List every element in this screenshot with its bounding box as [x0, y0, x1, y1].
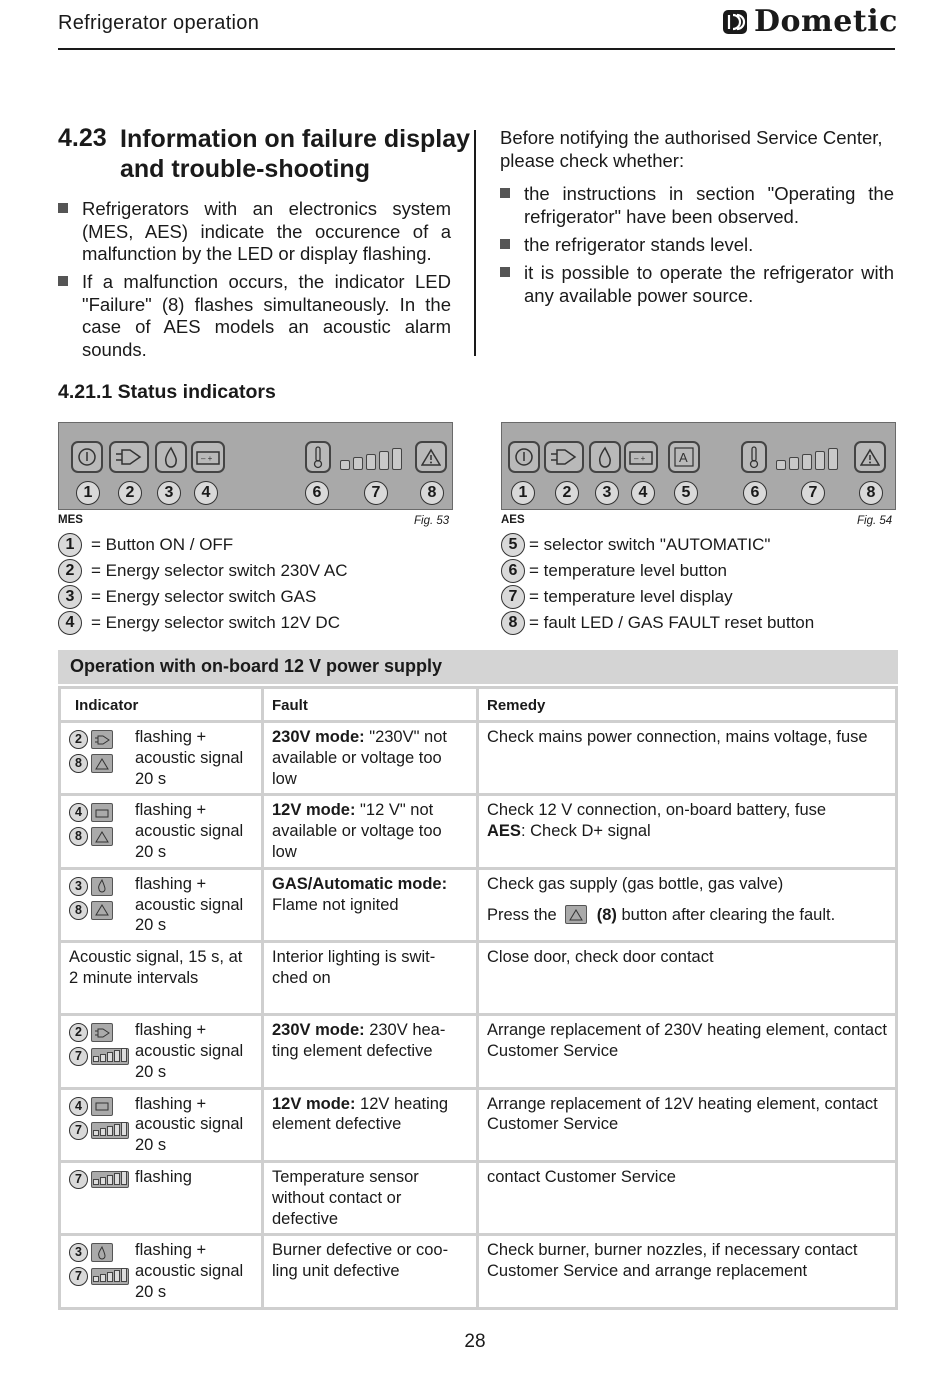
- figure-number-54: Fig. 54: [857, 515, 893, 527]
- indicator-cell: 7 flashing: [61, 1163, 261, 1233]
- temperature-level-display-icon: [91, 1122, 129, 1139]
- temperature-level-display: [776, 448, 838, 470]
- plug-230v-icon: [109, 441, 149, 473]
- brand-logo: [722, 4, 898, 39]
- indicator-cell: 4 7 flashing + acoustic signal 20 s: [61, 1090, 261, 1160]
- table-row: [61, 943, 895, 1013]
- bullet-square-icon: [500, 188, 510, 198]
- fault-cell: Interior lighting is swit-ched on: [264, 943, 476, 1013]
- legend-item: 4 = Energy selector switch 12V DC: [58, 611, 340, 635]
- column-header: Remedy: [479, 689, 895, 720]
- panel-number: 1: [76, 481, 100, 505]
- bullet-square-icon: [500, 267, 510, 277]
- brand-name: Dometic: [754, 4, 898, 39]
- fault-warning-icon: [91, 901, 113, 920]
- svg-text:A: A: [679, 450, 688, 465]
- panel-number: 2: [555, 481, 579, 505]
- column-divider: [474, 130, 476, 356]
- panel-number: 8: [420, 481, 444, 505]
- panel-number: 6: [743, 481, 767, 505]
- indicator-cell: 4 8 flashing + acoustic signal 20 s: [61, 796, 261, 866]
- gas-flame-icon: [91, 1243, 113, 1262]
- legend-item: 8 = fault LED / GAS FAULT reset button: [501, 611, 814, 635]
- fault-cell: Burner defective or coo-ling unit defective: [264, 1236, 476, 1306]
- bullet-item: the instructions in section "Operating the refrigerator" have been observed.: [500, 183, 894, 228]
- remedy-cell: Arrange replacement of 230V heating element, contact Customer Service: [479, 1016, 895, 1086]
- subsection-title: 4.21.1 Status indicators: [58, 381, 276, 403]
- section-number: 4.23: [58, 124, 107, 152]
- battery-12v-icon: [191, 441, 225, 473]
- intro-right: Before notifying the authorised Service Center, please check whether:: [500, 127, 883, 171]
- battery-12v-icon: [91, 1097, 113, 1116]
- indicator-cell: 3 8 flashing + acoustic signal 20 s: [61, 870, 261, 940]
- svg-text:– +: – +: [201, 454, 213, 463]
- gas-flame-icon: [91, 877, 113, 896]
- fault-cell: 12V mode: "12 V" not available or voltage too low: [264, 796, 476, 866]
- indicator-cell: Acoustic signal, 15 s, at 2 minute intervals: [61, 943, 261, 1013]
- plug-230v-icon: [91, 1023, 113, 1042]
- figure-label-aes: AES: [501, 514, 525, 526]
- remedy-cell: Arrange replacement of 12V heating element, contact Customer Service: [479, 1090, 895, 1160]
- header-rule: [58, 48, 895, 50]
- panel-number: 2: [118, 481, 142, 505]
- indicator-cell: 3 7 flashing + acoustic signal 20 s: [61, 1236, 261, 1306]
- fault-cell: GAS/Automatic mode: Flame not ignited: [264, 870, 476, 940]
- legend-item: 5 = selector switch "AUTOMATIC": [501, 533, 770, 557]
- temperature-level-display-icon: [91, 1171, 129, 1188]
- thermometer-icon: [305, 441, 331, 473]
- running-header-title: Refrigerator operation: [58, 12, 260, 34]
- fault-cell: 12V mode: 12V heating element defective: [264, 1090, 476, 1160]
- panel-number: 4: [194, 481, 218, 505]
- table-row: [61, 870, 895, 940]
- fault-warning-icon: [415, 441, 447, 473]
- temperature-level-display-icon: [91, 1048, 129, 1065]
- panel-number: 3: [157, 481, 181, 505]
- panel-number: 6: [305, 481, 329, 505]
- section-title: Information on failure display and trouble-shooting: [120, 125, 471, 183]
- panel-number: 3: [595, 481, 619, 505]
- bullet-square-icon: [58, 276, 68, 286]
- bullet-item: [58, 271, 451, 361]
- remedy-cell: Close door, check door contact: [479, 943, 895, 1013]
- panel-number: 8: [859, 481, 883, 505]
- fault-warning-icon: [91, 754, 113, 773]
- fault-warning-icon: [854, 441, 886, 473]
- column-header: Indicator: [61, 689, 261, 720]
- indicator-cell: 2 7 flashing + acoustic signal 20 s: [61, 1016, 261, 1086]
- bullet-square-icon: [58, 203, 68, 213]
- fault-warning-icon: [91, 827, 113, 846]
- panel-number: 5: [674, 481, 698, 505]
- fault-warning-icon: [565, 905, 587, 924]
- bullet-item: it is possible to operate the refrigerator with any available power source.: [500, 262, 894, 307]
- power-button-icon: [508, 441, 540, 473]
- remedy-cell: Check mains power connection, mains voltage, fuse: [479, 723, 895, 793]
- panel-number: 4: [631, 481, 655, 505]
- legend-item: 2 = Energy selector switch 230V AC: [58, 559, 348, 583]
- table-row: [61, 1163, 895, 1233]
- gas-flame-icon: [155, 441, 187, 473]
- remedy-cell: contact Customer Service: [479, 1163, 895, 1233]
- dometic-logo-icon: [722, 9, 748, 35]
- indicator-cell: 2 8 flashing + acoustic signal 20 s: [61, 723, 261, 793]
- remedy-cell: Check gas supply (gas bottle, gas valve) Press the (8) button after clearing the fault.: [479, 870, 895, 940]
- panel-number: 1: [511, 481, 535, 505]
- svg-text:– +: – +: [634, 454, 646, 463]
- legend-item: 3 = Energy selector switch GAS: [58, 585, 316, 609]
- mes-control-panel: [58, 422, 453, 510]
- table-row: [61, 1090, 895, 1160]
- table-header-row: [61, 689, 895, 720]
- table-row: [61, 796, 895, 866]
- column-header: Fault: [264, 689, 476, 720]
- bullet-item: the refrigerator stands level.: [500, 234, 894, 257]
- bullet-square-icon: [500, 239, 510, 249]
- fault-cell: 230V mode: "230V" not available or voltage too low: [264, 723, 476, 793]
- trouble-shooting-table: [58, 686, 898, 1310]
- plug-230v-icon: [91, 730, 113, 749]
- figure-number-53: Fig. 53: [414, 515, 450, 527]
- page-number: 28: [464, 1331, 486, 1352]
- fault-cell: 230V mode: 230V hea-ting element defective: [264, 1016, 476, 1086]
- panel-number: 7: [801, 481, 825, 505]
- battery-12v-icon: [91, 803, 113, 822]
- temperature-level-display-icon: [91, 1268, 129, 1285]
- temperature-level-display: [340, 448, 402, 470]
- bullet-item: Refrigerators with an electronics system (MES, AES) indicate the occurence of a malfunction by the LED or display flashing.: [58, 198, 451, 266]
- legend-item: 6 = temperature level button: [501, 559, 727, 583]
- remedy-cell: Check burner, burner nozzles, if necessary contact Customer Service and arrange replacement: [479, 1236, 895, 1306]
- automatic-a-icon: [668, 441, 700, 473]
- legend-item: 7 = temperature level display: [501, 585, 733, 609]
- remedy-cell: Check 12 V connection, on-board battery, fuse AES: Check D+ signal: [479, 796, 895, 866]
- legend-item: 1 = Button ON / OFF: [58, 533, 233, 557]
- table-row: [61, 1016, 895, 1086]
- fault-cell: Temperature sensor without contact or defective: [264, 1163, 476, 1233]
- aes-control-panel: [501, 422, 896, 510]
- bullet-text-failure: If a malfunction occurs, the indicator LED "Failure" (8) flashes simultaneously. In the case of AES models an acoustic alarm sounds.: [82, 271, 451, 360]
- power-button-icon: [71, 441, 103, 473]
- figure-label-mes: MES: [58, 514, 83, 526]
- battery-12v-icon: [624, 441, 658, 473]
- thermometer-icon: [741, 441, 767, 473]
- gas-flame-icon: [589, 441, 621, 473]
- table-row: [61, 1236, 895, 1306]
- table-heading: Operation with on-board 12 V power supply: [58, 650, 898, 684]
- table-row: [61, 723, 895, 793]
- plug-230v-icon: [544, 441, 584, 473]
- panel-number: 7: [364, 481, 388, 505]
